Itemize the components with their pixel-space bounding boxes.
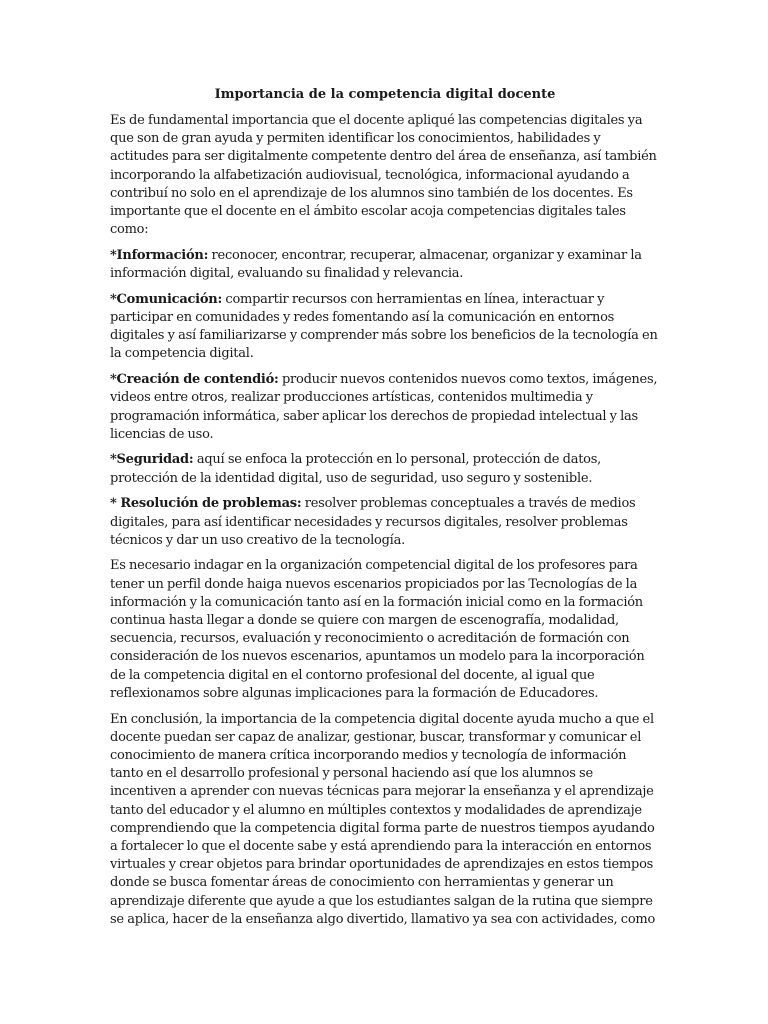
competency-term: *Seguridad: [110,452,194,468]
competency-seguridad [110,451,660,487]
competency-comunicacion [110,291,660,364]
competency-text: reconocer, encontrar, recuperar, almacenar, organizar y examinar la información digital, evaluando su finalidad y relevancia. [110,247,642,282]
document-title: Importancia de la competencia digital docente [214,87,556,102]
competency-resolucion [110,495,660,550]
competency-term: *Creación de contendió: [110,372,279,388]
competency-term: *Comunicación: [110,291,223,307]
competency-creacion [110,371,660,444]
competency-informacion [110,247,660,283]
competency-text: compartir recursos con herramientas en línea, interactuar y participar en comunidades y redes fomentando así la comunicación en entornos digitales y así familiarizarse y comprender más sobre los beneficios de la tecnología en la competencia digital. [110,291,658,362]
competency-term: *Información: [110,247,209,263]
organization-paragraph: Es necesario indagar en la organización competencial digital de los profesores para tener un perfil donde haiga nuevos escenarios propiciados por las Tecnologías de la información y la comunicación tanto así en la formación inicial como en la formación continua hasta llegar a donde se quiere con margen de escenografía, modalidad, secuencia, recursos, evaluación y reconocimiento o acreditación de formación con consideración de los nuevos escenarios, apuntamos un modelo para la incorporación de la competencia digital en el contorno profesional del docente, al igual que reflexionamos sobre algunas implicaciones para la formación de Educadores. [110,558,645,701]
intro-paragraph: Es de fundamental importancia que el docente apliqué las competencias digitales ya que son de gran ayuda y permiten identificar los conocimientos, habilidades y actitudes para ser digitalmente competente dentro del área de enseñanza, así también incorporando la alfabetización audiovisual, tecnológica, informacional ayudando a contribuí no solo en el aprendizaje de los alumnos sino también de los docentes. Es importante que el docente en el ámbito escolar acoja competencias digitales tales como: [110,113,657,238]
competency-text: producir nuevos contenidos nuevos como textos, imágenes, videos entre otros, realizar producciones artísticas, contenidos multimedia y programación informática, saber aplicar los derechos de propiedad intelectual y las licencias de uso. [110,372,658,442]
document-page [110,86,660,937]
conclusion-paragraph: En conclusión, la importancia de la competencia digital docente ayuda mucho a que el docente puedan ser capaz de analizar, gestionar, buscar, transformar y comunicar el conocimiento de manera crítica incorporando medios y tecnología de información tanto en el desarrollo profesional y personal haciendo así que los alumnos se incentiven a aprender con nuevas técnicas para mejorar la enseñanza y el aprendizaje tanto del educador y el alumno en múltiples contextos y modalidades de aprendizaje comprendiendo que la competencia digital forma parte de nuestros tiempos ayudando a fortalecer lo que el docente sabe y está aprendiendo para la interacción en entornos virtuales y crear objetos para brindar oportunidades de aprendizajes en estos tiempos donde se busca fomentar áreas de conocimiento con herramientas y generar un aprendizaje diferente que ayude a que los estudiantes salgan de la rutina que siempre se aplica, hacer de la enseñanza algo divertido, llamativo ya sea con actividades, como [110,711,656,927]
competency-text: aquí se enfoca la protección en lo personal, protección de datos, protección de la identidad digital, uso de seguridad, uso seguro y sostenible. [110,452,602,486]
competency-term: * Resolución de problemas: [110,496,302,512]
competency-text: resolver problemas conceptuales a través de medios digitales, para así identificar necesidades y recursos digitales, resolver problemas técnicos y dar un uso creativo de la tecnología. [110,496,636,548]
